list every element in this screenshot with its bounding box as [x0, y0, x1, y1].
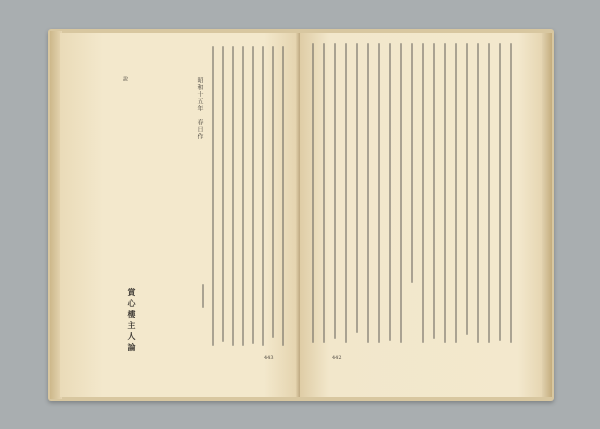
text-column [422, 43, 424, 343]
text-column [202, 284, 204, 308]
running-head: 說 [122, 76, 128, 82]
text-column [312, 43, 314, 343]
left-page [60, 33, 300, 397]
right-body-text [312, 43, 518, 343]
text-column [488, 43, 490, 343]
text-column [262, 46, 264, 346]
left-body-text [202, 46, 288, 346]
chapter-title: 賞心樓主人論 [127, 288, 137, 354]
right-page [300, 33, 542, 397]
text-column [367, 43, 369, 343]
text-column [356, 43, 358, 333]
text-column [334, 43, 336, 339]
text-column [433, 43, 435, 339]
date-line: 昭和十五年 春日作 [196, 77, 203, 140]
text-column [400, 43, 402, 343]
text-column [455, 43, 457, 343]
page-number: 442 [332, 355, 342, 361]
text-column [477, 43, 479, 343]
text-column [499, 43, 501, 341]
text-column [389, 43, 391, 341]
text-column [466, 43, 468, 335]
text-column [411, 43, 413, 283]
text-column [272, 46, 274, 338]
text-column [222, 46, 224, 342]
text-column [282, 46, 284, 346]
text-column [252, 46, 254, 344]
text-column [232, 46, 234, 346]
text-column [212, 46, 214, 346]
text-column [378, 43, 380, 343]
text-column [510, 43, 512, 343]
text-column [345, 43, 347, 343]
text-column [323, 43, 325, 343]
text-column [242, 46, 244, 346]
text-column [444, 43, 446, 343]
page-number: 443 [264, 355, 274, 361]
